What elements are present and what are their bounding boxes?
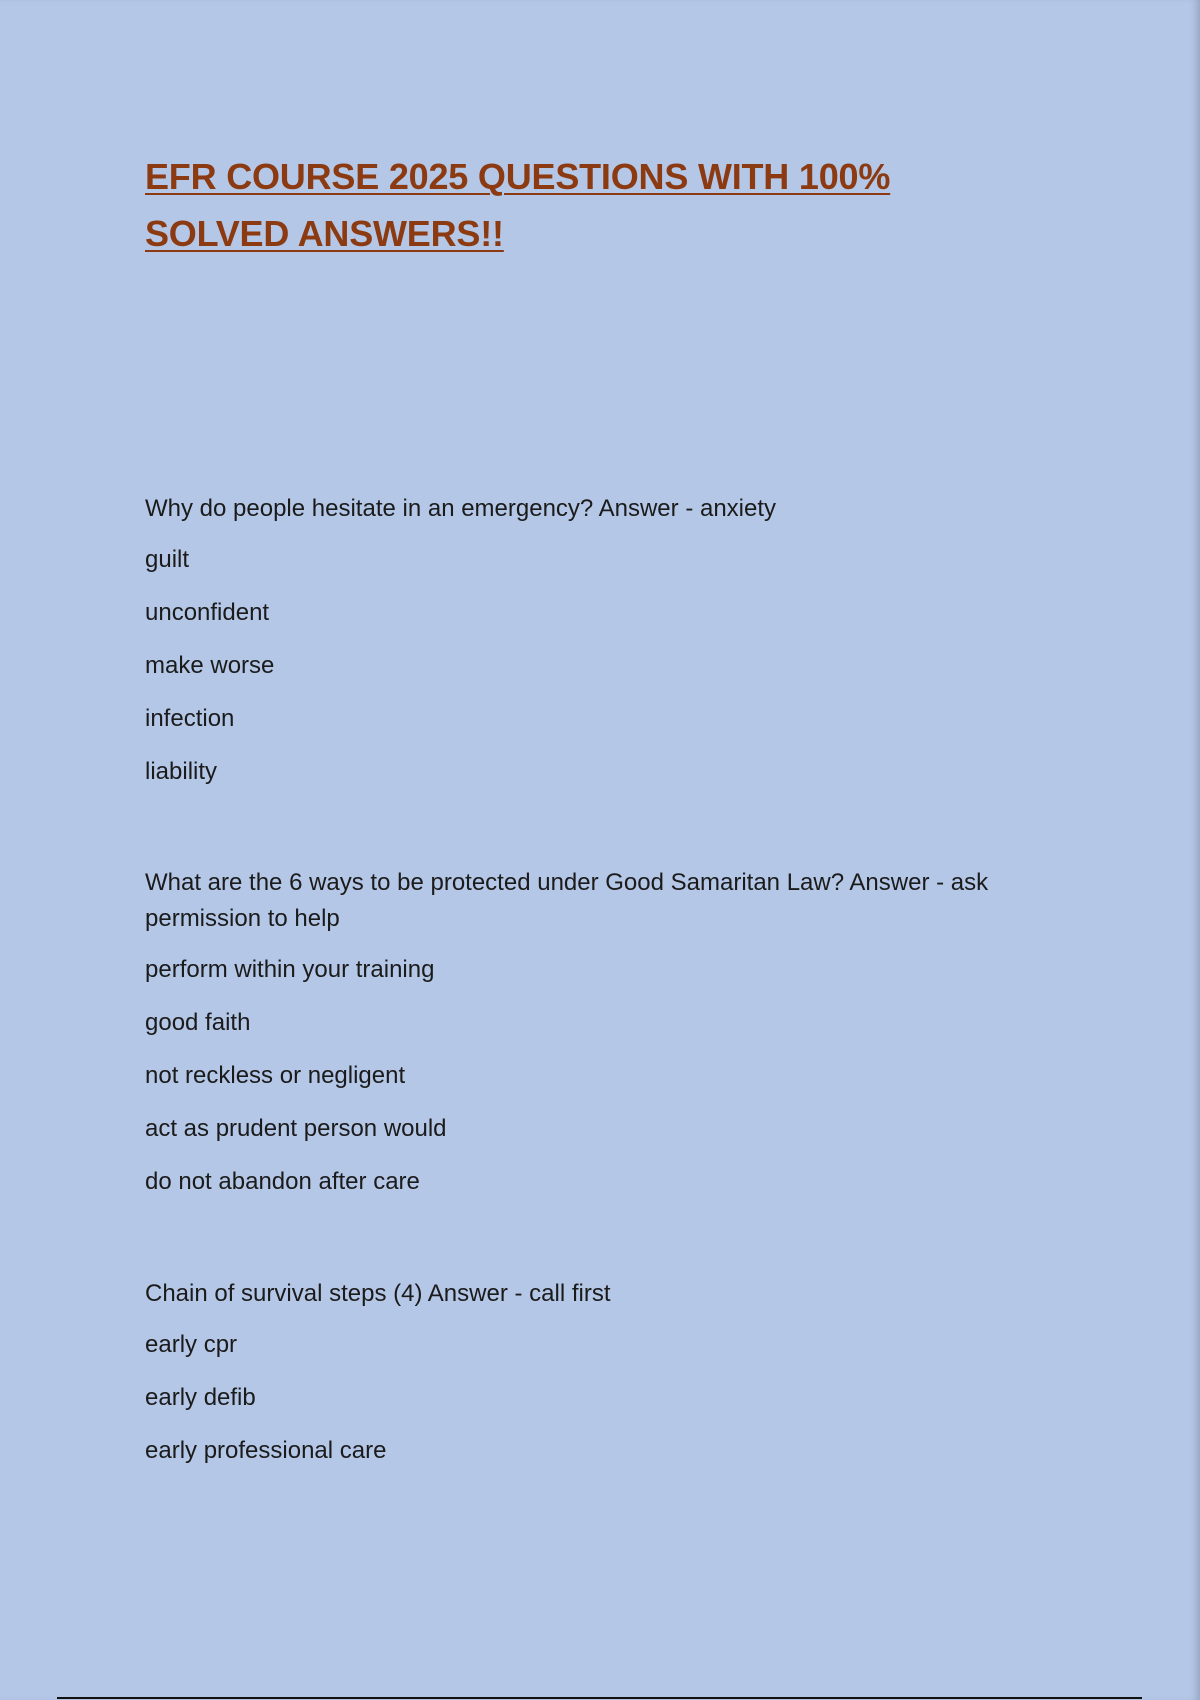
answer-item: not reckless or negligent [145,1062,406,1089]
answer-item: liability [145,758,218,785]
document-title [145,148,1045,262]
answer-item: do not abandon after care [145,1168,420,1195]
title-line-2: SOLVED ANSWERS!! [145,213,504,254]
bottom-divider [57,1697,1142,1699]
answer-item: make worse [145,652,275,679]
answer-item: unconfident [145,599,270,626]
answer-item: infection [145,705,235,732]
qa-block-chain-of-survival [145,1276,1075,1486]
question-text: Why do people hesitate in an emergency? Answer - anxiety [145,495,777,522]
answer-item: good faith [145,1009,251,1036]
qa-block-good-samaritan [145,865,1075,1217]
qa-block-hesitation [145,491,1075,807]
answer-item: act as prudent person would [145,1115,447,1142]
question-text: What are the 6 ways to be protected under Good Samaritan Law? Answer - ask permission to help [145,869,989,932]
answer-item: early cpr [145,1331,238,1358]
answer-item: early professional care [145,1437,387,1464]
answer-item: early defib [145,1384,256,1411]
answer-item: perform within your training [145,956,435,983]
title-line-1: EFR COURSE 2025 QUESTIONS WITH 100% [145,156,891,197]
answer-item: guilt [145,546,190,573]
question-text: Chain of survival steps (4) Answer - call first [145,1280,611,1307]
